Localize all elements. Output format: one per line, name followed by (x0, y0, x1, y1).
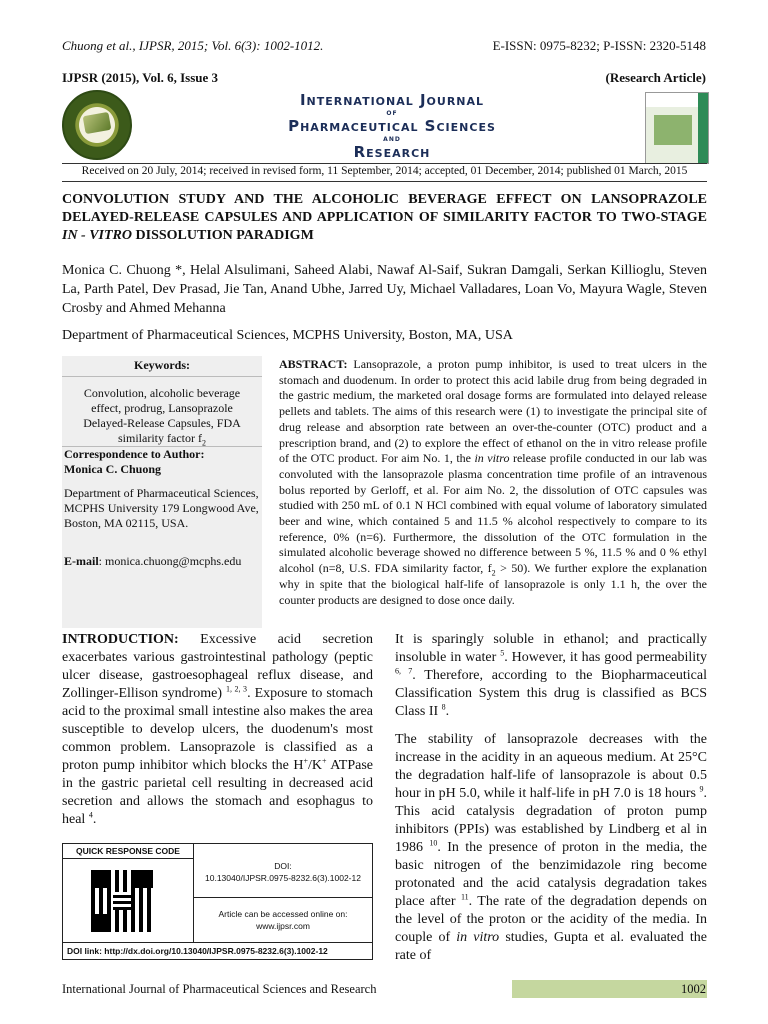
header-rule-bottom (62, 181, 707, 182)
qr-info-box (62, 843, 373, 960)
keywords-text: Convolution, alcoholic beverage effect, prodrug, Lansoprazole Delayed-Release Capsules, FDA similarity factor $f_2$ (83, 386, 241, 448)
doi-cell: DOI: 10.13040/IJPSR.0975-8232.6(3).1002-12 (194, 844, 372, 898)
footer-accent-bar (512, 980, 707, 998)
paragraph-stability: The stability of lansoprazole decreases with the increase in the acidity in an aqueous medium. At 25°C the degradation half-life of lansoprazole is about 0.5 hour in pH 5.0, while it half-life in pH 7.0 is 18 hours $^9$. This acid catalysis degradation of proton pump inhibitors (PPIs) was established by Lindberg et al in 1986 $^{10}$. In the presence of proton in the media, the basic nitrogen of the benzimidazole ring become protonated and the acid catalysis degradation takes place after $^{11}$. The rate of the degradation depends on the level of the proton or the acidity of the media. In couple of in vitro studies, Gupta et al. evaluated the rate of (395, 732, 707, 963)
running-header-citation: Chuong et al., IJPSR, 2015; Vol. 6(3): 1002-1012. (62, 38, 324, 53)
issue-line: IJPSR (2015), Vol. 6, Issue 3 (62, 70, 219, 85)
article-type: (Research Article) (605, 70, 706, 85)
doi-link[interactable]: DOI link: http://dx.doi.org/10.13040/IJPSR.0975-8232.6(3).1002-12 (63, 942, 372, 959)
journal-seal-logo (62, 90, 132, 160)
footer-journal-name: International Journal of Pharmaceutical Sciences and Research (62, 982, 377, 996)
received-dates: Received on 20 July, 2014; received in revised form, 11 September, 2014; accepted, 01 December, 2014; published 01 March, 2015 (81, 165, 688, 177)
running-header-issn: E-ISSN: 0975-8232; P-ISSN: 2320-5148 (492, 38, 706, 53)
paragraph-solubility: It is sparingly soluble in ethanol; and practically insoluble in water $^5$. However, it has good permeability $^{6, 7}$. Therefore, according to the Biopharmaceutical Classification System this drug is classified as BCS Class II $^8$. (395, 632, 707, 719)
right-column-text (395, 631, 707, 975)
qr-code-icon[interactable] (91, 870, 153, 932)
correspondence-address: Department of Pharmaceutical Sciences, MCPHS University 179 Longwood Ave, Boston, MA 02115, USA. (64, 486, 259, 530)
qr-header: QUICK RESPONSE CODE (63, 844, 194, 859)
introduction-text: INTRODUCTION: Excessive acid secretion exacerbates various gastrointestinal pathology (peptic ulcer disease, gastroesophageal reflux disease, and Zollinger-Ellison syndrome) $^{1, 2, 3}$. Exposure to stomach acid to the proximal small intestine also makes the area susceptible to develop ulcers, the duodenum's most common problem. Lansoprazole is classified as a proton pump inhibitor which blocks the H+/K+ ATPase in the gastric parietal cell resulting in decreased acid secretion and allows the stomach and esophagus to heal $^4$. (62, 632, 374, 827)
page-number: 1002 (681, 982, 706, 996)
journal-logo-text: International Journal of Pharmaceutical Sciences and Research (288, 91, 496, 161)
keywords-heading: Keywords: (134, 358, 190, 372)
header-rule (62, 163, 707, 164)
author-list: Monica C. Chuong *, Helal Alsulimani, Saheed Alabi, Nawaf Al-Saif, Sukran Damgali, Serkan Killioglu, Steven La, Parth Patel, Dev Prasad, Jie Tan, Anand Ubhe, Jarred Uy, Michael Valladares, Loan Vo, Mayura Wagle, Steven Crosby and Ahmed Mehanna (62, 263, 707, 316)
journal-website-link[interactable]: www.ijpsr.com (256, 921, 310, 931)
qr-cell (63, 858, 194, 942)
abstract: ABSTRACT: Lansoprazole, a proton pump inhibitor, is used to treat ulcers in the stomach and duodenum. In order to protect this acid labile drug from being degraded in the gastric medium, the marketed oral dosage forms are formulated into delayed release pellets and tablets. The aims of this research were (1) to investigate the principal site of drug release and absorption rate between an over-the-counter (OTC) product and a prescription brand, and (2) to explore the effect of ethanol on the in vitro release profile of the OTC product. For aim No. 1, the in vitro release profile conducted in our lab was convoluted with the lansoprazole plasma concentration time profile of an intravenous bolus reported by Gerloff, et al. For aim No. 2, the dissolution of OTC capsules was studied with 250 mL of 0.1 N HCl combined with equal volume of laboratory simulated beer and wine, which contained 5 and 11.5 % alcohol respectively to compare to its reference, 0% (n=6). Furthermore, the dissolution of the OTC formulation in the simulated alcoholic beverage showed no difference between 5 %, 11.5 % and 0 % ethyl alcohol (n=8, U.S. FDA similarity factor, $f_2 > 50$). We further explore the explanation why in spite that the biological half-life of lansoprazole is only 1.1 h, the over the counter products are designed to dose once daily. (279, 357, 707, 607)
journal-cover-thumbnail (645, 92, 709, 164)
keywords-divider (62, 376, 262, 377)
article-title: CONVOLUTION STUDY AND THE ALCOHOLIC BEVERAGE EFFECT ON LANSOPRAZOLE DELAYED-RELEASE CAPSULES AND APPLICATION OF SIMILARITY FACTOR TO TWO-STAGE IN - VITRO DISSOLUTION PARADIGM (62, 192, 707, 243)
affiliation: Department of Pharmaceutical Sciences, MCPHS University, Boston, MA, USA (62, 328, 513, 343)
access-cell: Article can be accessed online on: www.ijpsr.com (194, 899, 372, 942)
correspondence-heading: Correspondence to Author: Monica C. Chuong (64, 447, 205, 476)
correspondence-email: E-mail: monica.chuong@mcphs.edu (64, 554, 242, 568)
